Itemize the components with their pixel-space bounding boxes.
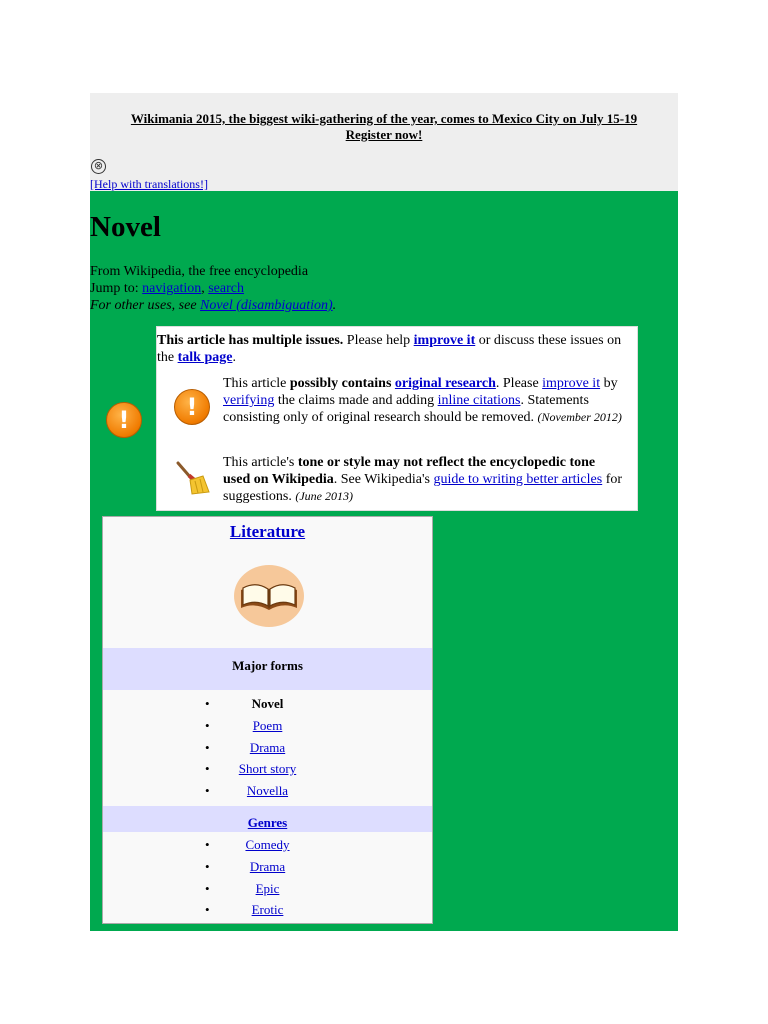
form-link-novella[interactable]: Novella	[246, 783, 289, 799]
bullet: •	[205, 761, 210, 777]
bullet: •	[205, 880, 210, 896]
notice-text: . Please	[495, 376, 543, 391]
issues-text: Please help	[343, 333, 414, 348]
improve-it-label: improve it	[413, 333, 476, 348]
improve-link[interactable]: improve it	[542, 376, 601, 391]
disambiguation-link[interactable]: Novel (disambiguation)	[200, 298, 333, 313]
genres-link[interactable]: Genres	[247, 815, 288, 830]
genres-list	[103, 834, 432, 921]
list-item	[103, 878, 432, 900]
jump-separator: ,	[201, 281, 209, 296]
notice-date: (June 2013)	[295, 489, 353, 503]
current-form-label: Novel	[251, 696, 284, 711]
jump-links	[90, 280, 244, 297]
genre-link-comedy[interactable]: Comedy	[245, 837, 290, 852]
tone-notice	[223, 454, 625, 505]
wikimania-link[interactable]: Wikimania 2015, the biggest wiki-gathering of the year, comes to Mexico City on July 15-19	[130, 111, 638, 126]
list-item	[103, 715, 432, 737]
bullet: •	[205, 902, 210, 918]
jump-search-link[interactable]: search	[208, 281, 244, 296]
bullet: •	[205, 783, 210, 799]
writing-guide-link[interactable]: guide to writing better articles	[433, 472, 603, 487]
genre-link-erotic[interactable]: Erotic	[251, 902, 284, 918]
original-research-notice	[223, 375, 625, 426]
exclamation-icon: !	[174, 389, 210, 425]
form-link-poem[interactable]: Poem	[252, 717, 283, 733]
jump-to-label: Jump to:	[90, 281, 143, 296]
hatnote-prefix: For other uses, see	[90, 298, 201, 313]
jump-navigation-link[interactable]: navigation	[142, 281, 202, 296]
site-notice	[90, 93, 678, 191]
notice-text: by	[600, 376, 618, 391]
bullet: •	[205, 739, 210, 755]
issues-heading: This article has multiple issues.	[157, 333, 344, 348]
bullet: •	[205, 858, 210, 874]
notice-text: This article	[223, 376, 290, 391]
notice-bold: tone or style may not reflect the encyclopedic tone used on Wikipedia	[223, 455, 596, 487]
genres-heading	[103, 806, 432, 832]
form-link-short-story[interactable]: Short story	[238, 761, 297, 777]
broom-icon	[174, 459, 210, 495]
notice-text: . See Wikipedia's	[333, 472, 434, 487]
list-item	[103, 899, 432, 921]
issues-text: or discuss these issues on the	[157, 333, 622, 365]
notice-text: the claims made and adding	[274, 393, 438, 408]
notice-bold: possibly contains	[289, 376, 395, 391]
list-item	[103, 693, 432, 715]
major-forms-heading: Major forms	[103, 648, 432, 690]
list-item	[103, 758, 432, 780]
original-research-label: original research	[394, 376, 496, 391]
open-book-icon	[233, 564, 305, 628]
list-item	[103, 737, 432, 759]
close-circle-icon[interactable]: ⊗	[91, 159, 106, 174]
notice-date: (November 2012)	[537, 410, 622, 424]
tagline: From Wikipedia, the free encyclopedia	[90, 264, 309, 279]
talk-page-link[interactable]	[178, 350, 233, 365]
issues-intro	[157, 332, 629, 366]
notice-text: for suggestions.	[223, 472, 623, 504]
form-link-drama[interactable]: Drama	[249, 739, 286, 755]
exclamation-icon: !	[106, 402, 142, 438]
multiple-issues-box	[156, 326, 638, 511]
hatnote	[90, 297, 336, 314]
talk-page-label: talk page	[177, 350, 233, 365]
bullet: •	[205, 696, 210, 711]
major-forms-list	[103, 693, 432, 802]
genre-link-epic[interactable]: Epic	[255, 880, 280, 896]
list-item	[103, 780, 432, 802]
help-translations-link[interactable]: [Help with translations!]	[90, 177, 208, 191]
notice-text: This article's	[223, 455, 298, 470]
register-link[interactable]: Register now!	[345, 127, 423, 142]
bullet: •	[205, 717, 210, 733]
improve-it-link[interactable]	[414, 333, 476, 348]
site-notice-text	[90, 111, 678, 143]
issues-text: .	[232, 350, 236, 365]
hatnote-suffix: .	[332, 298, 337, 313]
literature-title-link[interactable]: Literature	[229, 522, 306, 541]
list-item	[103, 834, 432, 856]
page-title: Novel	[90, 211, 161, 243]
list-item	[103, 856, 432, 878]
verifying-link[interactable]: verifying	[223, 393, 275, 408]
bullet: •	[205, 837, 210, 852]
literature-infobox	[102, 516, 433, 924]
inline-citations-link[interactable]: inline citations	[437, 393, 521, 408]
genre-link-drama[interactable]: Drama	[249, 858, 286, 874]
article-page	[90, 93, 678, 931]
notice-text: . Statements consisting only of original research should be removed.	[223, 393, 589, 425]
original-research-link[interactable]	[395, 376, 496, 391]
